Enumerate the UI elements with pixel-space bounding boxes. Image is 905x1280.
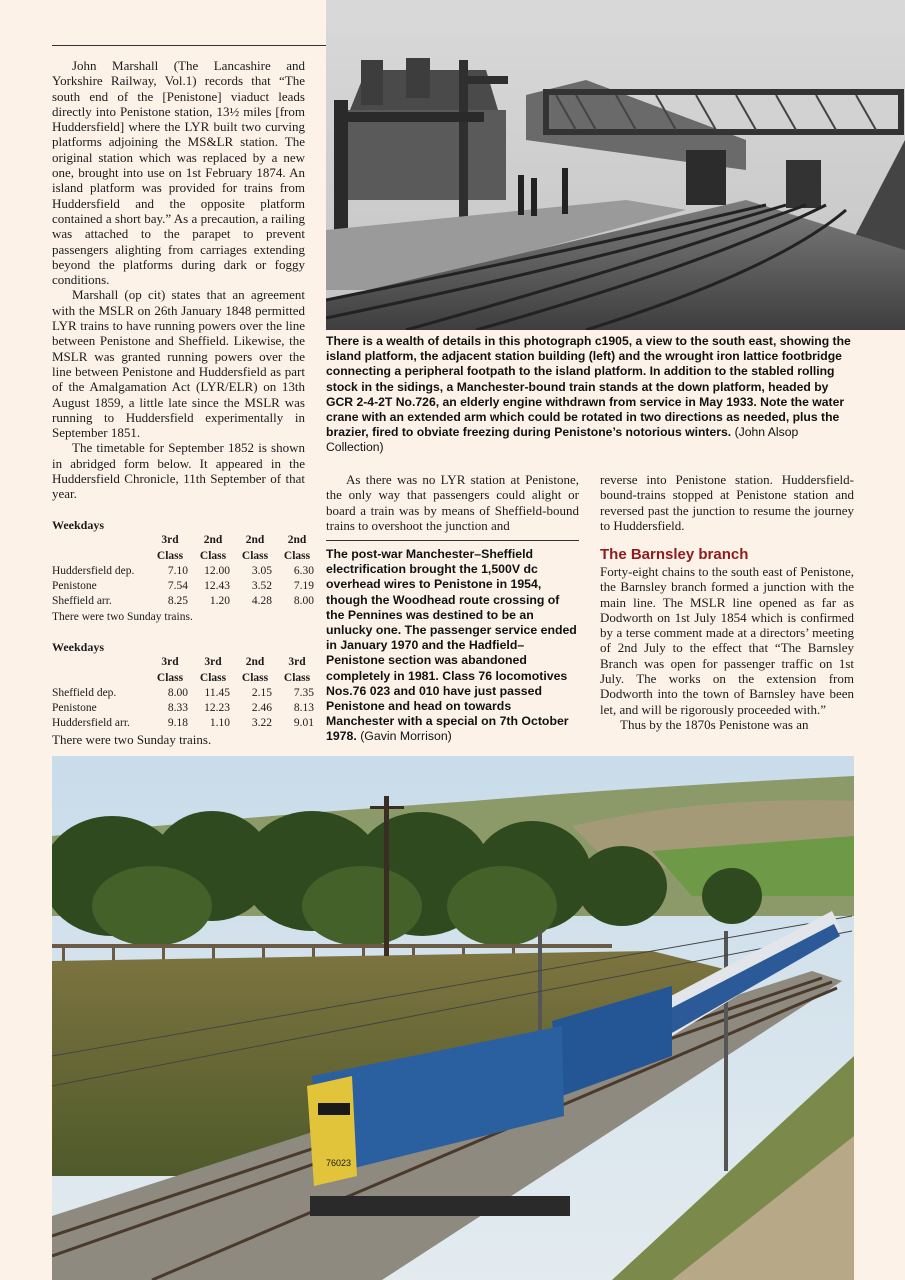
class-header: 2nd xyxy=(287,534,307,547)
station-photo-c1905 xyxy=(326,0,905,330)
column-2-text xyxy=(326,472,579,533)
station-label: Penistone xyxy=(52,580,97,593)
class-word: Class xyxy=(241,549,269,562)
station-label: Sheffield arr. xyxy=(52,595,112,608)
class-header: 2nd xyxy=(203,534,223,547)
class-header: 3rd xyxy=(161,534,179,547)
class-word: Class xyxy=(199,549,227,562)
class-word: Class xyxy=(156,671,184,684)
table-row xyxy=(52,716,318,731)
class-header: 3rd xyxy=(288,656,306,669)
class-header: 3rd xyxy=(161,656,179,669)
column-1-text xyxy=(52,58,305,502)
top-rule xyxy=(52,45,326,46)
class-word: Class xyxy=(156,549,184,562)
time-cell: 3.05 xyxy=(251,564,272,577)
timetable-table xyxy=(52,655,318,731)
paragraph-3: The timetable for September 1852 is shown in abridged form below. It appeared in the Huddersfield Chronicle, 11th September of that year. xyxy=(52,440,305,502)
time-cell: 3.22 xyxy=(251,717,272,730)
class-76-photo xyxy=(52,756,854,1280)
time-cell: 8.13 xyxy=(293,702,314,715)
timetable-title: Weekdays xyxy=(52,640,105,654)
time-cell: 7.19 xyxy=(293,580,314,593)
caption-text: There is a wealth of details in this photograph c1905, a view to the south east, showing the island platform, the adjacent station building (left) and the wrought iron lattice footbridge connecting a peripheral footpath to the island platform. In addition to the stabled rolling stock in the sidings, a Manchester-bound train stands at the down platform, headed by GCR 2-4-2T No.726, an elderly engine withdrawn from service in May 1933. Note the water crane with an extended arm which could be rotated in two directions as needed, plus the brazier, fired to obviate freezing during Penistone’s notorious winters. xyxy=(326,334,851,440)
paragraph: As there was no LYR station at Penistone, the only way that passengers could alight or board a train was by means of Sheffield-bound trains to overshoot the junction and xyxy=(326,472,579,533)
time-cell: 6.30 xyxy=(293,564,314,577)
time-cell: 7.10 xyxy=(167,564,188,577)
time-cell: 8.33 xyxy=(167,702,188,715)
timetable-table xyxy=(52,533,318,609)
caption-text: The post-war Manchester–Sheffield electrification brought the 1,500V dc overhead wires to Penistone in 1954, though the Woodhead route crossing of the Pennines was destined to be an unlucky one. The passenger service ended in January 1970 and the Hadfield–Penistone section was abandoned completely in 1981. Class 76 locomotives Nos.76 023 and 010 have just passed Penistone and head on towards Manchester with a special on 7th October 1978. xyxy=(326,547,577,744)
photo-credit: (Gavin Morrison) xyxy=(360,729,452,744)
class-76-photo-drawing xyxy=(52,756,854,1280)
paragraph: reverse into Penistone station. Huddersfield-bound-trains stopped at Penistone station and reversed past the junction to resume the journey to Huddersfield. xyxy=(600,472,854,533)
caption-rule xyxy=(326,540,579,541)
station-photo-drawing xyxy=(326,0,905,330)
electrification-caption xyxy=(326,547,579,745)
time-cell: 1.20 xyxy=(209,595,230,608)
table-row xyxy=(52,686,318,701)
time-cell: 8.25 xyxy=(167,595,188,608)
time-cell: 12.23 xyxy=(204,702,230,715)
time-cell: 9.01 xyxy=(293,717,314,730)
top-photo-caption xyxy=(326,334,856,456)
time-cell: 4.28 xyxy=(251,595,272,608)
class-word: Class xyxy=(283,671,311,684)
table-row xyxy=(52,579,318,594)
time-cell: 8.00 xyxy=(167,686,188,699)
timetable-note: There were two Sunday trains. xyxy=(52,731,212,747)
time-cell: 12.43 xyxy=(204,580,230,593)
station-label: Huddersfield dep. xyxy=(52,564,135,577)
timetable-note: There were two Sunday trains. xyxy=(52,610,193,623)
time-cell: 12.00 xyxy=(204,564,230,577)
column-3-intro xyxy=(600,472,854,533)
paragraph: Thus by the 1870s Penistone was an xyxy=(620,716,809,732)
time-cell: 7.54 xyxy=(167,580,188,593)
timetable-2 xyxy=(52,640,318,747)
loco-number: 76023 xyxy=(326,1158,352,1168)
table-row xyxy=(52,564,318,579)
station-label: Sheffield dep. xyxy=(52,686,117,699)
timetable-1 xyxy=(52,518,318,625)
time-cell: 3.52 xyxy=(251,580,272,593)
table-row xyxy=(52,701,318,716)
time-cell: 8.00 xyxy=(293,595,314,608)
class-header: 2nd xyxy=(245,534,265,547)
paragraph: Forty-eight chains to the south east of Penistone, the Barnsley branch formed a junction with the main line. The MSLR line opened as far as Dodworth on 1st July 1854 which is confirmed by a terse comment made at a directors’ meeting of 2nd July to the effect that “The Barnsley Branch was open for passenger traffic on 1st July. The works on the extension from Dodworth into the town of Barnsley have been let, and will be rigorously proceeded with.” xyxy=(600,564,854,717)
time-cell: 2.15 xyxy=(251,686,272,699)
time-cell: 7.35 xyxy=(293,686,314,699)
time-cell: 9.18 xyxy=(167,717,188,730)
time-cell: 11.45 xyxy=(204,686,230,699)
section-heading: The Barnsley branch xyxy=(600,546,749,563)
paragraph-2: Marshall (op cit) states that an agreement with the MSLR on 26th January 1848 permitted LYR trains to have running powers over the line between Penistone and Sheffield. Likewise, the MSLR was granted running powers over the line between Penistone and Huddersfield as part of the Amalgamation Act (LYR/ELR) on 13th August 1859, a little late since the MSLR was running to Huddersfield experimentally in September 1851. xyxy=(52,287,305,441)
timetable-title: Weekdays xyxy=(52,518,105,532)
paragraph-1: John Marshall (The Lancashire and Yorkshire Railway, Vol.1) records that “The south end of the [Penistone] viaduct leads directly into Penistone station, 13½ miles [from Huddersfield] where the LYR built two curving platforms adjoining the MS&LR station. The original station which was replaced by a new one, brought into use on 1st February 1874. An island platform was provided for trains from Huddersfield and the opposite platform contained a short bay.” As a precaution, a railing was attached to the parapet to prevent passengers alighting from carriages extending beyond the platforms during dark or foggy conditions. xyxy=(52,58,305,288)
column-3-text xyxy=(600,564,854,732)
class-word: Class xyxy=(241,671,269,684)
station-label: Huddersfield arr. xyxy=(52,717,130,730)
class-word: Class xyxy=(199,671,227,684)
table-row xyxy=(52,594,318,609)
station-label: Penistone xyxy=(52,702,97,715)
class-header: 3rd xyxy=(204,656,222,669)
time-cell: 2.46 xyxy=(251,702,272,715)
time-cell: 1.10 xyxy=(209,717,230,730)
photo-credit: (John Alsop Collection) xyxy=(326,425,799,455)
class-word: Class xyxy=(283,549,311,562)
class-header: 2nd xyxy=(245,656,265,669)
